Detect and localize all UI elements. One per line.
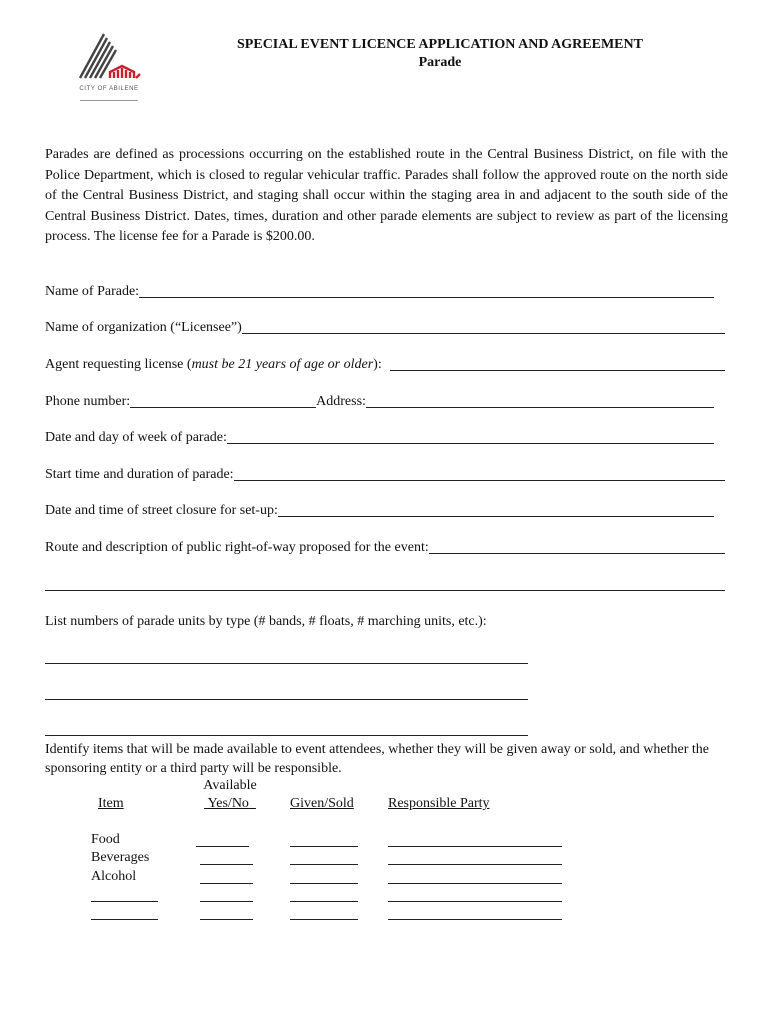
units-input-2[interactable] bbox=[45, 699, 528, 700]
units-input-1[interactable] bbox=[45, 663, 528, 664]
responsible-party-input[interactable] bbox=[388, 864, 562, 865]
available-input[interactable] bbox=[200, 883, 253, 884]
address-input[interactable] bbox=[366, 393, 714, 408]
closure-label: Date and time of street closure for set-up: bbox=[45, 503, 278, 518]
parade-name-input[interactable] bbox=[139, 283, 714, 298]
agent-input[interactable] bbox=[390, 356, 725, 371]
given-sold-input[interactable] bbox=[290, 846, 358, 847]
item-input[interactable] bbox=[91, 919, 158, 920]
title-line: SPECIAL EVENT LICENCE APPLICATION AND AGREEMENT bbox=[237, 37, 643, 52]
start-time-field[interactable] bbox=[45, 466, 725, 483]
organization-field[interactable] bbox=[45, 319, 725, 336]
agent-label-suffix: ): bbox=[373, 357, 382, 372]
phone-address-field[interactable] bbox=[45, 393, 714, 410]
route-field[interactable] bbox=[45, 539, 725, 556]
given-sold-header: Given/Sold bbox=[290, 796, 354, 811]
responsible-party-input[interactable] bbox=[388, 883, 562, 884]
given-sold-input[interactable] bbox=[290, 864, 358, 865]
agent-field[interactable] bbox=[45, 356, 725, 373]
date-day-input[interactable] bbox=[227, 429, 714, 444]
start-time-label: Start time and duration of parade: bbox=[45, 467, 234, 482]
agent-age-note: must be 21 years of age or older bbox=[191, 357, 374, 372]
closure-input[interactable] bbox=[278, 502, 714, 517]
city-logo-mark bbox=[74, 30, 144, 86]
item-row-label: Beverages bbox=[91, 850, 150, 865]
page-title bbox=[170, 36, 710, 72]
units-prompt: List numbers of parade units by type (# bands, # floats, # marching units, etc.): bbox=[45, 614, 487, 629]
route-input[interactable] bbox=[429, 539, 725, 554]
responsible-party-input[interactable] bbox=[388, 901, 562, 902]
parade-name-field[interactable] bbox=[45, 283, 714, 300]
items-prompt: Identify items that will be made available to event attendees, whether they will be given away or sold, and whether the sponsoring entity or a third party will be responsible. bbox=[45, 742, 710, 776]
logo-caption: CITY OF ABILENE bbox=[79, 86, 139, 92]
item-header: Item bbox=[98, 796, 124, 811]
start-time-input[interactable] bbox=[234, 466, 725, 481]
route-label: Route and description of public right-of-way proposed for the event: bbox=[45, 540, 429, 555]
units-input-3[interactable] bbox=[45, 735, 528, 736]
available-header-label: Yes/No bbox=[207, 796, 249, 811]
responsible-party-input[interactable] bbox=[388, 919, 562, 920]
date-day-field[interactable] bbox=[45, 429, 714, 446]
available-input[interactable] bbox=[200, 919, 253, 920]
available-input[interactable] bbox=[200, 901, 253, 902]
agent-label-prefix: Agent requesting license ( bbox=[45, 357, 192, 372]
organization-label: Name of organization (“Licensee”) bbox=[45, 320, 242, 335]
item-row-label: Alcohol bbox=[91, 869, 137, 884]
subtitle-line: Parade bbox=[418, 55, 462, 70]
date-day-label: Date and day of week of parade: bbox=[45, 430, 227, 445]
item-row-label: Food bbox=[91, 832, 120, 847]
organization-input[interactable] bbox=[242, 319, 725, 334]
route-input-continued[interactable] bbox=[45, 590, 725, 591]
item-input[interactable] bbox=[91, 901, 158, 902]
given-sold-input[interactable] bbox=[290, 901, 358, 902]
responsible-party-header: Responsible Party bbox=[388, 796, 490, 811]
available-input[interactable] bbox=[196, 846, 249, 847]
agent-label bbox=[45, 357, 382, 373]
responsible-party-input[interactable] bbox=[388, 846, 562, 847]
closure-field[interactable] bbox=[45, 502, 714, 519]
given-sold-input[interactable] bbox=[290, 883, 358, 884]
address-label: Address: bbox=[316, 394, 366, 409]
parade-name-label: Name of Parade: bbox=[45, 284, 140, 299]
phone-input[interactable] bbox=[130, 393, 316, 408]
city-logo bbox=[74, 30, 144, 106]
available-header bbox=[170, 777, 290, 813]
logo-rule bbox=[80, 100, 138, 101]
intro-paragraph: Parades are defined as processions occurring on the established route in the Central Business District, on file with the Police Department, which is closed to regular vehicular traffic. Parades shall follow the approved route on the north side of the Central Business District, and staging shall occur within the staging area in and adjacent to the south side of the Central Business District. Dates, times, duration and other parade elements are subject to review as part of the licensing process. The license fee for a Parade is $200.00. bbox=[45, 147, 728, 245]
available-header-top: Available bbox=[203, 778, 257, 793]
given-sold-input[interactable] bbox=[290, 919, 358, 920]
available-input[interactable] bbox=[200, 864, 253, 865]
phone-label: Phone number: bbox=[45, 394, 131, 409]
